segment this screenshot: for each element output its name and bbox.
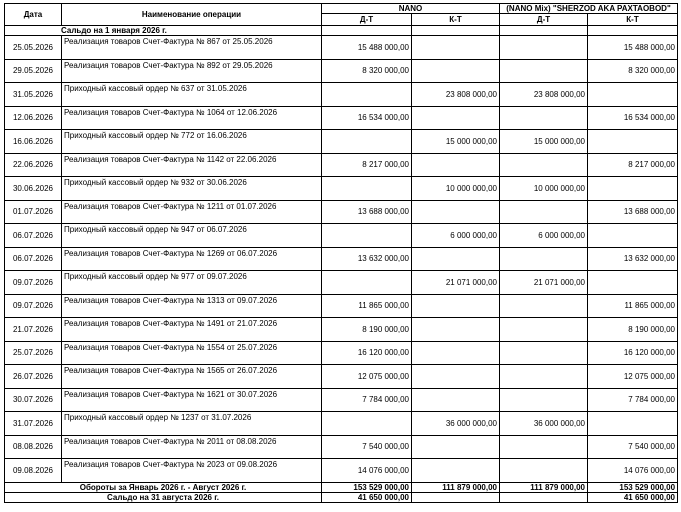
row-party1-debit: 16 534 000,00 — [322, 106, 412, 130]
row-operation: Реализация товаров Счет-Фактура № 2023 от 09.08.2026 — [62, 459, 322, 483]
closing-party1-credit — [412, 492, 500, 502]
row-party1-credit — [412, 435, 500, 459]
row-operation: Приходный кассовый ордер № 947 от 06.07.2026 — [62, 224, 322, 248]
row-party2-debit — [500, 294, 588, 318]
row-party2-debit: 15 000 000,00 — [500, 130, 588, 154]
row-party2-credit: 15 488 000,00 — [588, 36, 678, 60]
row-operation: Реализация товаров Счет-Фактура № 2011 от 08.08.2026 — [62, 435, 322, 459]
row-party1-debit: 13 632 000,00 — [322, 247, 412, 271]
row-party1-credit — [412, 365, 500, 389]
row-date: 31.05.2026 — [5, 83, 62, 107]
row-party1-debit: 8 320 000,00 — [322, 59, 412, 83]
row-party1-debit — [322, 271, 412, 295]
row-date: 12.06.2026 — [5, 106, 62, 130]
row-party2-debit — [500, 365, 588, 389]
row-date: 22.06.2026 — [5, 153, 62, 177]
row-party1-debit: 14 076 000,00 — [322, 459, 412, 483]
row-party2-credit: 12 075 000,00 — [588, 365, 678, 389]
row-party2-debit — [500, 36, 588, 60]
row-party2-debit — [500, 153, 588, 177]
row-operation: Реализация товаров Счет-Фактура № 1621 от 30.07.2026 — [62, 388, 322, 412]
row-party1-credit — [412, 36, 500, 60]
row-party2-credit: 16 120 000,00 — [588, 341, 678, 365]
header-party2-credit: К-Т — [588, 14, 678, 26]
row-party2-debit: 36 000 000,00 — [500, 412, 588, 436]
row-party2-credit — [588, 83, 678, 107]
row-party2-credit — [588, 271, 678, 295]
row-party2-credit: 16 534 000,00 — [588, 106, 678, 130]
row-party2-credit: 8 217 000,00 — [588, 153, 678, 177]
row-operation: Реализация товаров Счет-Фактура № 1142 от 22.06.2026 — [62, 153, 322, 177]
row-party1-credit — [412, 153, 500, 177]
row-operation: Реализация товаров Счет-Фактура № 1554 от 25.07.2026 — [62, 341, 322, 365]
row-operation: Реализация товаров Счет-Фактура № 892 от 29.05.2026 — [62, 59, 322, 83]
row-party1-credit: 15 000 000,00 — [412, 130, 500, 154]
row-date: 09.07.2026 — [5, 294, 62, 318]
row-party2-debit — [500, 200, 588, 224]
row-operation: Реализация товаров Счет-Фактура № 1269 от 06.07.2026 — [62, 247, 322, 271]
row-party2-credit — [588, 224, 678, 248]
row-operation: Реализация товаров Счет-Фактура № 867 от 25.05.2026 — [62, 36, 322, 60]
row-date: 01.07.2026 — [5, 200, 62, 224]
row-party1-credit: 21 071 000,00 — [412, 271, 500, 295]
turnover-label: Обороты за Январь 2026 г. - Август 2026 г. — [5, 482, 322, 492]
row-party2-credit: 11 865 000,00 — [588, 294, 678, 318]
row-operation: Приходный кассовый ордер № 637 от 31.05.2026 — [62, 83, 322, 107]
table-row — [5, 224, 678, 248]
header-party1-debit: Д-Т — [322, 14, 412, 26]
reconciliation-table — [4, 3, 678, 503]
closing-party2-debit — [500, 492, 588, 502]
row-operation: Реализация товаров Счет-Фактура № 1064 от 12.06.2026 — [62, 106, 322, 130]
header-party2: (NANO Mix) "SHERZOD AKA PAXTAOBOD" — [500, 4, 678, 14]
row-party1-debit: 16 120 000,00 — [322, 341, 412, 365]
table-row — [5, 271, 678, 295]
row-party1-debit: 13 688 000,00 — [322, 200, 412, 224]
table-row — [5, 294, 678, 318]
table-row — [5, 365, 678, 389]
table-row — [5, 153, 678, 177]
row-party2-credit: 7 784 000,00 — [588, 388, 678, 412]
row-party2-credit — [588, 177, 678, 201]
turnover-party2-debit: 111 879 000,00 — [500, 482, 588, 492]
row-party2-debit — [500, 435, 588, 459]
row-party2-debit — [500, 59, 588, 83]
opening-balance-label: Сальдо на 1 января 2026 г. — [5, 26, 322, 36]
table-row — [5, 130, 678, 154]
row-date: 30.07.2026 — [5, 388, 62, 412]
row-party2-credit: 13 688 000,00 — [588, 200, 678, 224]
table-row — [5, 435, 678, 459]
row-party1-debit — [322, 130, 412, 154]
table-row — [5, 177, 678, 201]
row-party1-debit — [322, 412, 412, 436]
header-operation: Наименование операции — [62, 4, 322, 26]
closing-balance-row — [5, 492, 678, 502]
table-row — [5, 341, 678, 365]
row-operation: Реализация товаров Счет-Фактура № 1211 от 01.07.2026 — [62, 200, 322, 224]
row-date: 21.07.2026 — [5, 318, 62, 342]
row-party1-debit: 12 075 000,00 — [322, 365, 412, 389]
header-party1-credit: К-Т — [412, 14, 500, 26]
turnover-party2-credit: 153 529 000,00 — [588, 482, 678, 492]
turnover-party1-credit: 111 879 000,00 — [412, 482, 500, 492]
row-party1-credit — [412, 200, 500, 224]
row-party1-credit — [412, 459, 500, 483]
header-date: Дата — [5, 4, 62, 26]
table-row — [5, 388, 678, 412]
row-date: 30.06.2026 — [5, 177, 62, 201]
turnover-row — [5, 482, 678, 492]
row-party1-debit — [322, 83, 412, 107]
row-party1-credit: 36 000 000,00 — [412, 412, 500, 436]
row-party1-credit — [412, 388, 500, 412]
row-date: 31.07.2026 — [5, 412, 62, 436]
row-date: 09.07.2026 — [5, 271, 62, 295]
row-party2-debit — [500, 388, 588, 412]
row-party1-credit: 23 808 000,00 — [412, 83, 500, 107]
table-row — [5, 412, 678, 436]
row-date: 06.07.2026 — [5, 224, 62, 248]
row-party2-debit — [500, 106, 588, 130]
row-date: 25.07.2026 — [5, 341, 62, 365]
closing-party1-debit: 41 650 000,00 — [322, 492, 412, 502]
row-party2-credit — [588, 130, 678, 154]
row-party1-credit — [412, 294, 500, 318]
row-party1-credit — [412, 59, 500, 83]
row-party1-debit: 8 190 000,00 — [322, 318, 412, 342]
closing-balance-label: Сальдо на 31 августа 2026 г. — [5, 492, 322, 502]
turnover-party1-debit: 153 529 000,00 — [322, 482, 412, 492]
opening-balance-row — [5, 26, 678, 36]
row-date: 09.08.2026 — [5, 459, 62, 483]
row-party1-credit — [412, 341, 500, 365]
row-operation: Приходный кассовый ордер № 1237 от 31.07.2026 — [62, 412, 322, 436]
row-operation: Приходный кассовый ордер № 977 от 09.07.2026 — [62, 271, 322, 295]
row-date: 16.06.2026 — [5, 130, 62, 154]
table-row — [5, 459, 678, 483]
row-operation: Реализация товаров Счет-Фактура № 1313 от 09.07.2026 — [62, 294, 322, 318]
row-party2-debit: 6 000 000,00 — [500, 224, 588, 248]
row-party1-debit — [322, 177, 412, 201]
row-party2-credit: 7 540 000,00 — [588, 435, 678, 459]
row-operation: Приходный кассовый ордер № 772 от 16.06.2026 — [62, 130, 322, 154]
closing-party2-credit: 41 650 000,00 — [588, 492, 678, 502]
row-operation: Реализация товаров Счет-Фактура № 1491 от 21.07.2026 — [62, 318, 322, 342]
table-row — [5, 59, 678, 83]
row-party1-credit: 10 000 000,00 — [412, 177, 500, 201]
row-party1-debit — [322, 224, 412, 248]
row-party2-credit: 14 076 000,00 — [588, 459, 678, 483]
row-party2-debit: 21 071 000,00 — [500, 271, 588, 295]
row-party2-credit — [588, 412, 678, 436]
header-party2-debit: Д-Т — [500, 14, 588, 26]
row-date: 08.08.2026 — [5, 435, 62, 459]
row-party1-credit — [412, 106, 500, 130]
row-date: 25.05.2026 — [5, 36, 62, 60]
row-operation: Приходный кассовый ордер № 932 от 30.06.2026 — [62, 177, 322, 201]
row-party2-debit — [500, 318, 588, 342]
row-party2-debit: 10 000 000,00 — [500, 177, 588, 201]
row-party2-credit: 13 632 000,00 — [588, 247, 678, 271]
row-party1-credit — [412, 247, 500, 271]
row-party2-debit — [500, 247, 588, 271]
row-party1-debit: 15 488 000,00 — [322, 36, 412, 60]
row-party1-debit: 7 540 000,00 — [322, 435, 412, 459]
row-date: 06.07.2026 — [5, 247, 62, 271]
row-operation: Реализация товаров Счет-Фактура № 1565 от 26.07.2026 — [62, 365, 322, 389]
table-row — [5, 83, 678, 107]
row-party1-credit: 6 000 000,00 — [412, 224, 500, 248]
header-party1: NANO — [322, 4, 500, 14]
table-row — [5, 200, 678, 224]
row-party1-credit — [412, 318, 500, 342]
row-date: 29.05.2026 — [5, 59, 62, 83]
row-party2-credit: 8 320 000,00 — [588, 59, 678, 83]
row-party2-debit — [500, 341, 588, 365]
row-party2-credit: 8 190 000,00 — [588, 318, 678, 342]
row-date: 26.07.2026 — [5, 365, 62, 389]
row-party2-debit — [500, 459, 588, 483]
table-row — [5, 36, 678, 60]
row-party1-debit: 11 865 000,00 — [322, 294, 412, 318]
row-party1-debit: 7 784 000,00 — [322, 388, 412, 412]
table-row — [5, 106, 678, 130]
table-row — [5, 247, 678, 271]
table-row — [5, 318, 678, 342]
row-party1-debit: 8 217 000,00 — [322, 153, 412, 177]
reconciliation-act — [4, 3, 677, 503]
row-party2-debit: 23 808 000,00 — [500, 83, 588, 107]
